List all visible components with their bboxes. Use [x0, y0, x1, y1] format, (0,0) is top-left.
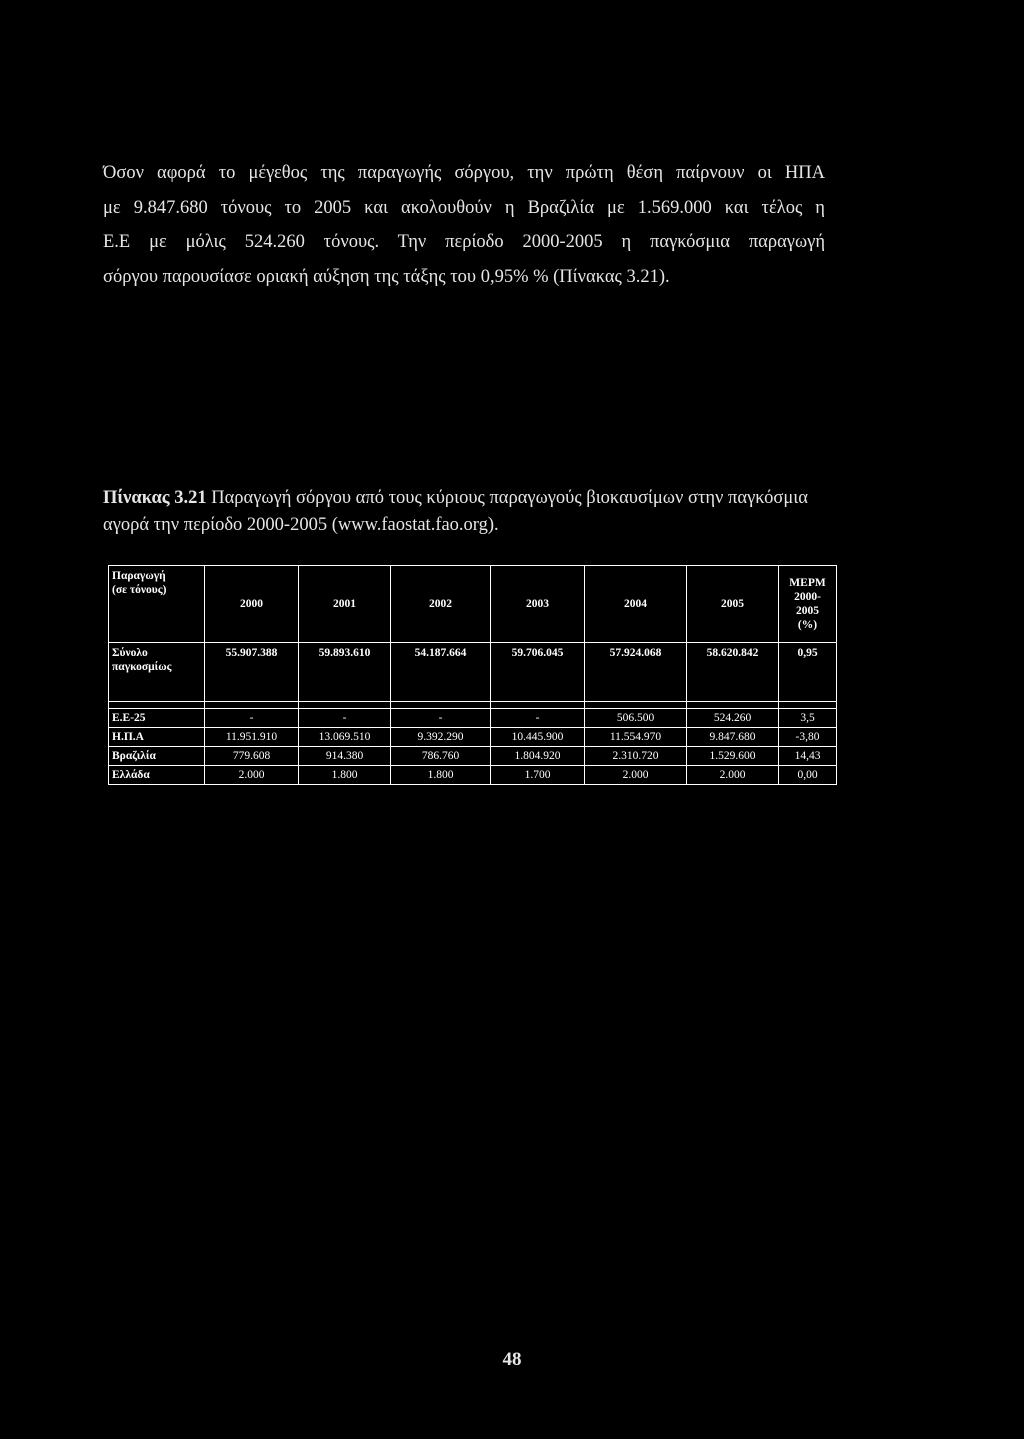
header-year: 2005	[687, 566, 779, 643]
spacer-cell	[687, 702, 779, 709]
spacer-cell	[779, 702, 837, 709]
table-cell: 786.760	[391, 747, 491, 766]
row-label: Ε.Ε-25	[109, 709, 205, 728]
spacer-cell	[205, 702, 299, 709]
table-cell: 14,43	[779, 747, 837, 766]
table-caption-text: Παραγωγή σόργου από τους κύριους παραγωγούς βιοκαυσίμων στην παγκόσμια αγορά την περίοδο 2000-2005 (www.faostat.fao.org).	[103, 488, 808, 535]
table-cell: 2.000	[205, 766, 299, 785]
paragraph-line: με 9.847.680 τόνους το 2005 και ακολουθούν η Βραζιλία με 1.569.000 και τέλος η	[103, 197, 825, 218]
header-production-label	[109, 566, 205, 643]
spacer-cell	[299, 702, 391, 709]
table-cell: 3,5	[779, 709, 837, 728]
row-label: Βραζιλία	[109, 747, 205, 766]
paragraph-line: σόργου παρουσίασε οριακή αύξηση της τάξης του 0,95% % (Πίνακας 3.21).	[103, 266, 670, 287]
table-cell: 57.924.068	[585, 643, 687, 702]
table-row	[109, 766, 837, 785]
table-header-row	[109, 566, 837, 643]
table-caption	[103, 485, 825, 539]
table-cell: 58.620.842	[687, 643, 779, 702]
row-label-line: Σύνολο	[112, 647, 148, 659]
table-cell: 11.951.910	[205, 728, 299, 747]
header-merm-line: (%)	[797, 619, 818, 631]
table-cell: -3,80	[779, 728, 837, 747]
row-label	[109, 643, 205, 702]
table-row	[109, 728, 837, 747]
table-cell: 0,00	[779, 766, 837, 785]
table-cell: 1.800	[391, 766, 491, 785]
table-cell: -	[491, 709, 585, 728]
table-cell: 59.706.045	[491, 643, 585, 702]
table-cell: 9.392.290	[391, 728, 491, 747]
header-year: 2002	[391, 566, 491, 643]
row-label: Η.Π.Α	[109, 728, 205, 747]
table-cell: 0,95	[779, 643, 837, 702]
header-label-line: (σε τόνους)	[112, 584, 167, 596]
table-cell: 10.445.900	[491, 728, 585, 747]
header-year: 2003	[491, 566, 585, 643]
table-cell: 779.608	[205, 747, 299, 766]
row-label-line: παγκοσμίως	[112, 661, 172, 673]
table-row	[109, 709, 837, 728]
table-cell: 11.554.970	[585, 728, 687, 747]
table-cell: 59.893.610	[299, 643, 391, 702]
header-year: 2004	[585, 566, 687, 643]
table-cell: 55.907.388	[205, 643, 299, 702]
header-label-line: Παραγωγή	[112, 570, 166, 582]
header-merm-line: 2000-	[794, 591, 821, 603]
table-cell: 2.000	[585, 766, 687, 785]
body-paragraph	[103, 156, 825, 294]
paragraph-line: Ε.Ε με μόλις 524.260 τόνους. Την περίοδο 2000-2005 η παγκόσμια παραγωγή	[103, 232, 825, 252]
spacer-cell	[491, 702, 585, 709]
header-merm-line: 2005	[796, 605, 819, 617]
paragraph-line: Όσον αφορά το μέγεθος της παραγωγής σόργου, την πρώτη θέση παίρνουν οι ΗΠΑ	[103, 163, 825, 183]
table-cell: 54.187.664	[391, 643, 491, 702]
table-cell: -	[205, 709, 299, 728]
table-cell: 9.847.680	[687, 728, 779, 747]
header-year: 2000	[205, 566, 299, 643]
table-cell: 506.500	[585, 709, 687, 728]
table-row-world-total	[109, 643, 837, 702]
spacer-cell	[109, 702, 205, 709]
table-cell: 524.260	[687, 709, 779, 728]
table-spacer-row	[109, 702, 837, 709]
spacer-cell	[585, 702, 687, 709]
header-merm	[779, 566, 837, 643]
table-cell: 1.529.600	[687, 747, 779, 766]
table-cell: 13.069.510	[299, 728, 391, 747]
table-cell: -	[299, 709, 391, 728]
table-cell: 914.380	[299, 747, 391, 766]
table-cell: 1.800	[299, 766, 391, 785]
row-label: Ελλάδα	[109, 766, 205, 785]
spacer-cell	[391, 702, 491, 709]
table-cell: 1.804.920	[491, 747, 585, 766]
table-row	[109, 747, 837, 766]
table-cell: 1.700	[491, 766, 585, 785]
table-cell: 2.000	[687, 766, 779, 785]
production-table	[108, 565, 837, 785]
table-cell: 2.310.720	[585, 747, 687, 766]
page-number: 48	[502, 1349, 522, 1370]
table-caption-label: Πίνακας 3.21	[103, 488, 207, 508]
header-year: 2001	[299, 566, 391, 643]
table-cell: -	[391, 709, 491, 728]
header-merm-line: ΜΕΡΜ	[789, 577, 826, 589]
